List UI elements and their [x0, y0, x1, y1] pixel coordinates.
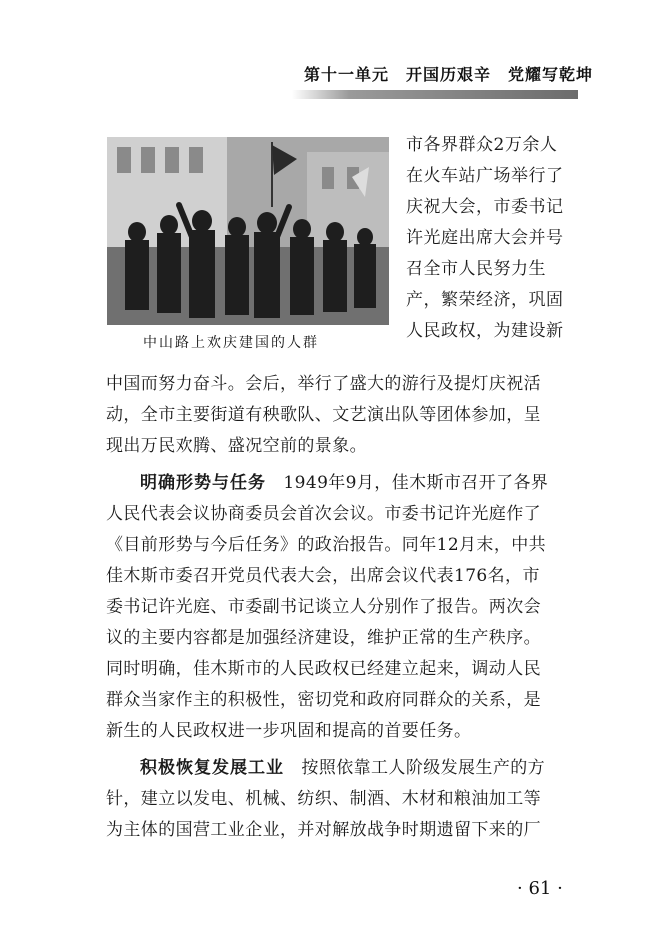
text-line: 现出万民欢腾、盛况空前的景象。	[106, 436, 367, 456]
text-line: 同时明确，佳木斯市的人民政权已经建立起来，调动人民	[106, 659, 541, 679]
wrapped-text-block	[406, 130, 588, 347]
section-heading: 积极恢复发展工业	[140, 758, 284, 778]
text-line: 1949年9月，佳木斯市召开了各界	[283, 473, 549, 493]
text-line: 佳木斯市委召开党员代表大会，出席会议代表176名，市	[106, 566, 540, 586]
text-line: 《目前形势与今后任务》的政治报告。同年12月末，中共	[106, 535, 547, 555]
text-line: 人民代表会议协商委员会首次会议。市委书记许光庭作了	[106, 504, 541, 524]
text-line: 市各界群众2万余人	[406, 135, 558, 155]
text-line: 委书记许光庭、市委副书记谈立人分别作了报告。两次会	[106, 597, 541, 617]
text-line: 在火车站广场举行了	[406, 166, 564, 186]
section-heading: 明确形势与任务	[140, 473, 266, 493]
text-line: 中国而努力奋斗。会后，举行了盛大的游行及提灯庆祝活	[106, 374, 541, 394]
text-line: 新生的人民政权进一步巩固和提高的首要任务。	[106, 721, 472, 741]
text-line: 为主体的国营工业企业，并对解放战争时期遗留下来的厂	[106, 820, 541, 840]
crowd-photo-illustration	[107, 137, 389, 325]
text-line: 召全市人民努力生	[406, 259, 546, 279]
text-line: 群众当家作主的积极性，密切党和政府同群众的关系，是	[106, 690, 541, 710]
section-first-line	[106, 753, 586, 784]
photo-caption: 中山路上欢庆建国的人群	[143, 335, 319, 351]
body-text	[106, 369, 586, 846]
text-line: 庆祝大会，市委书记	[406, 197, 564, 217]
page-number: · 61 ·	[517, 878, 563, 899]
text-line: 议的主要内容都是加强经济建设，维护正常的生产秩序。	[106, 628, 541, 648]
text-line: 人民政权，为建设新	[406, 321, 564, 341]
text-line: 产，繁荣经济，巩固	[406, 290, 564, 310]
text-line: 动，全市主要街道有秧歌队、文艺演出队等团体参加，呈	[106, 405, 541, 425]
text-line: 针，建立以发电、机械、纺织、制酒、木材和粮油加工等	[106, 789, 541, 809]
section-first-line	[106, 468, 586, 499]
text-line: 许光庭出席大会并号	[406, 228, 564, 248]
text-line: 按照依靠工人阶级发展生产的方	[301, 758, 546, 778]
header-rule	[292, 90, 578, 99]
crowd-photo	[107, 137, 389, 325]
running-head: 第十一单元 开国历艰辛 党耀写乾坤	[304, 65, 594, 84]
